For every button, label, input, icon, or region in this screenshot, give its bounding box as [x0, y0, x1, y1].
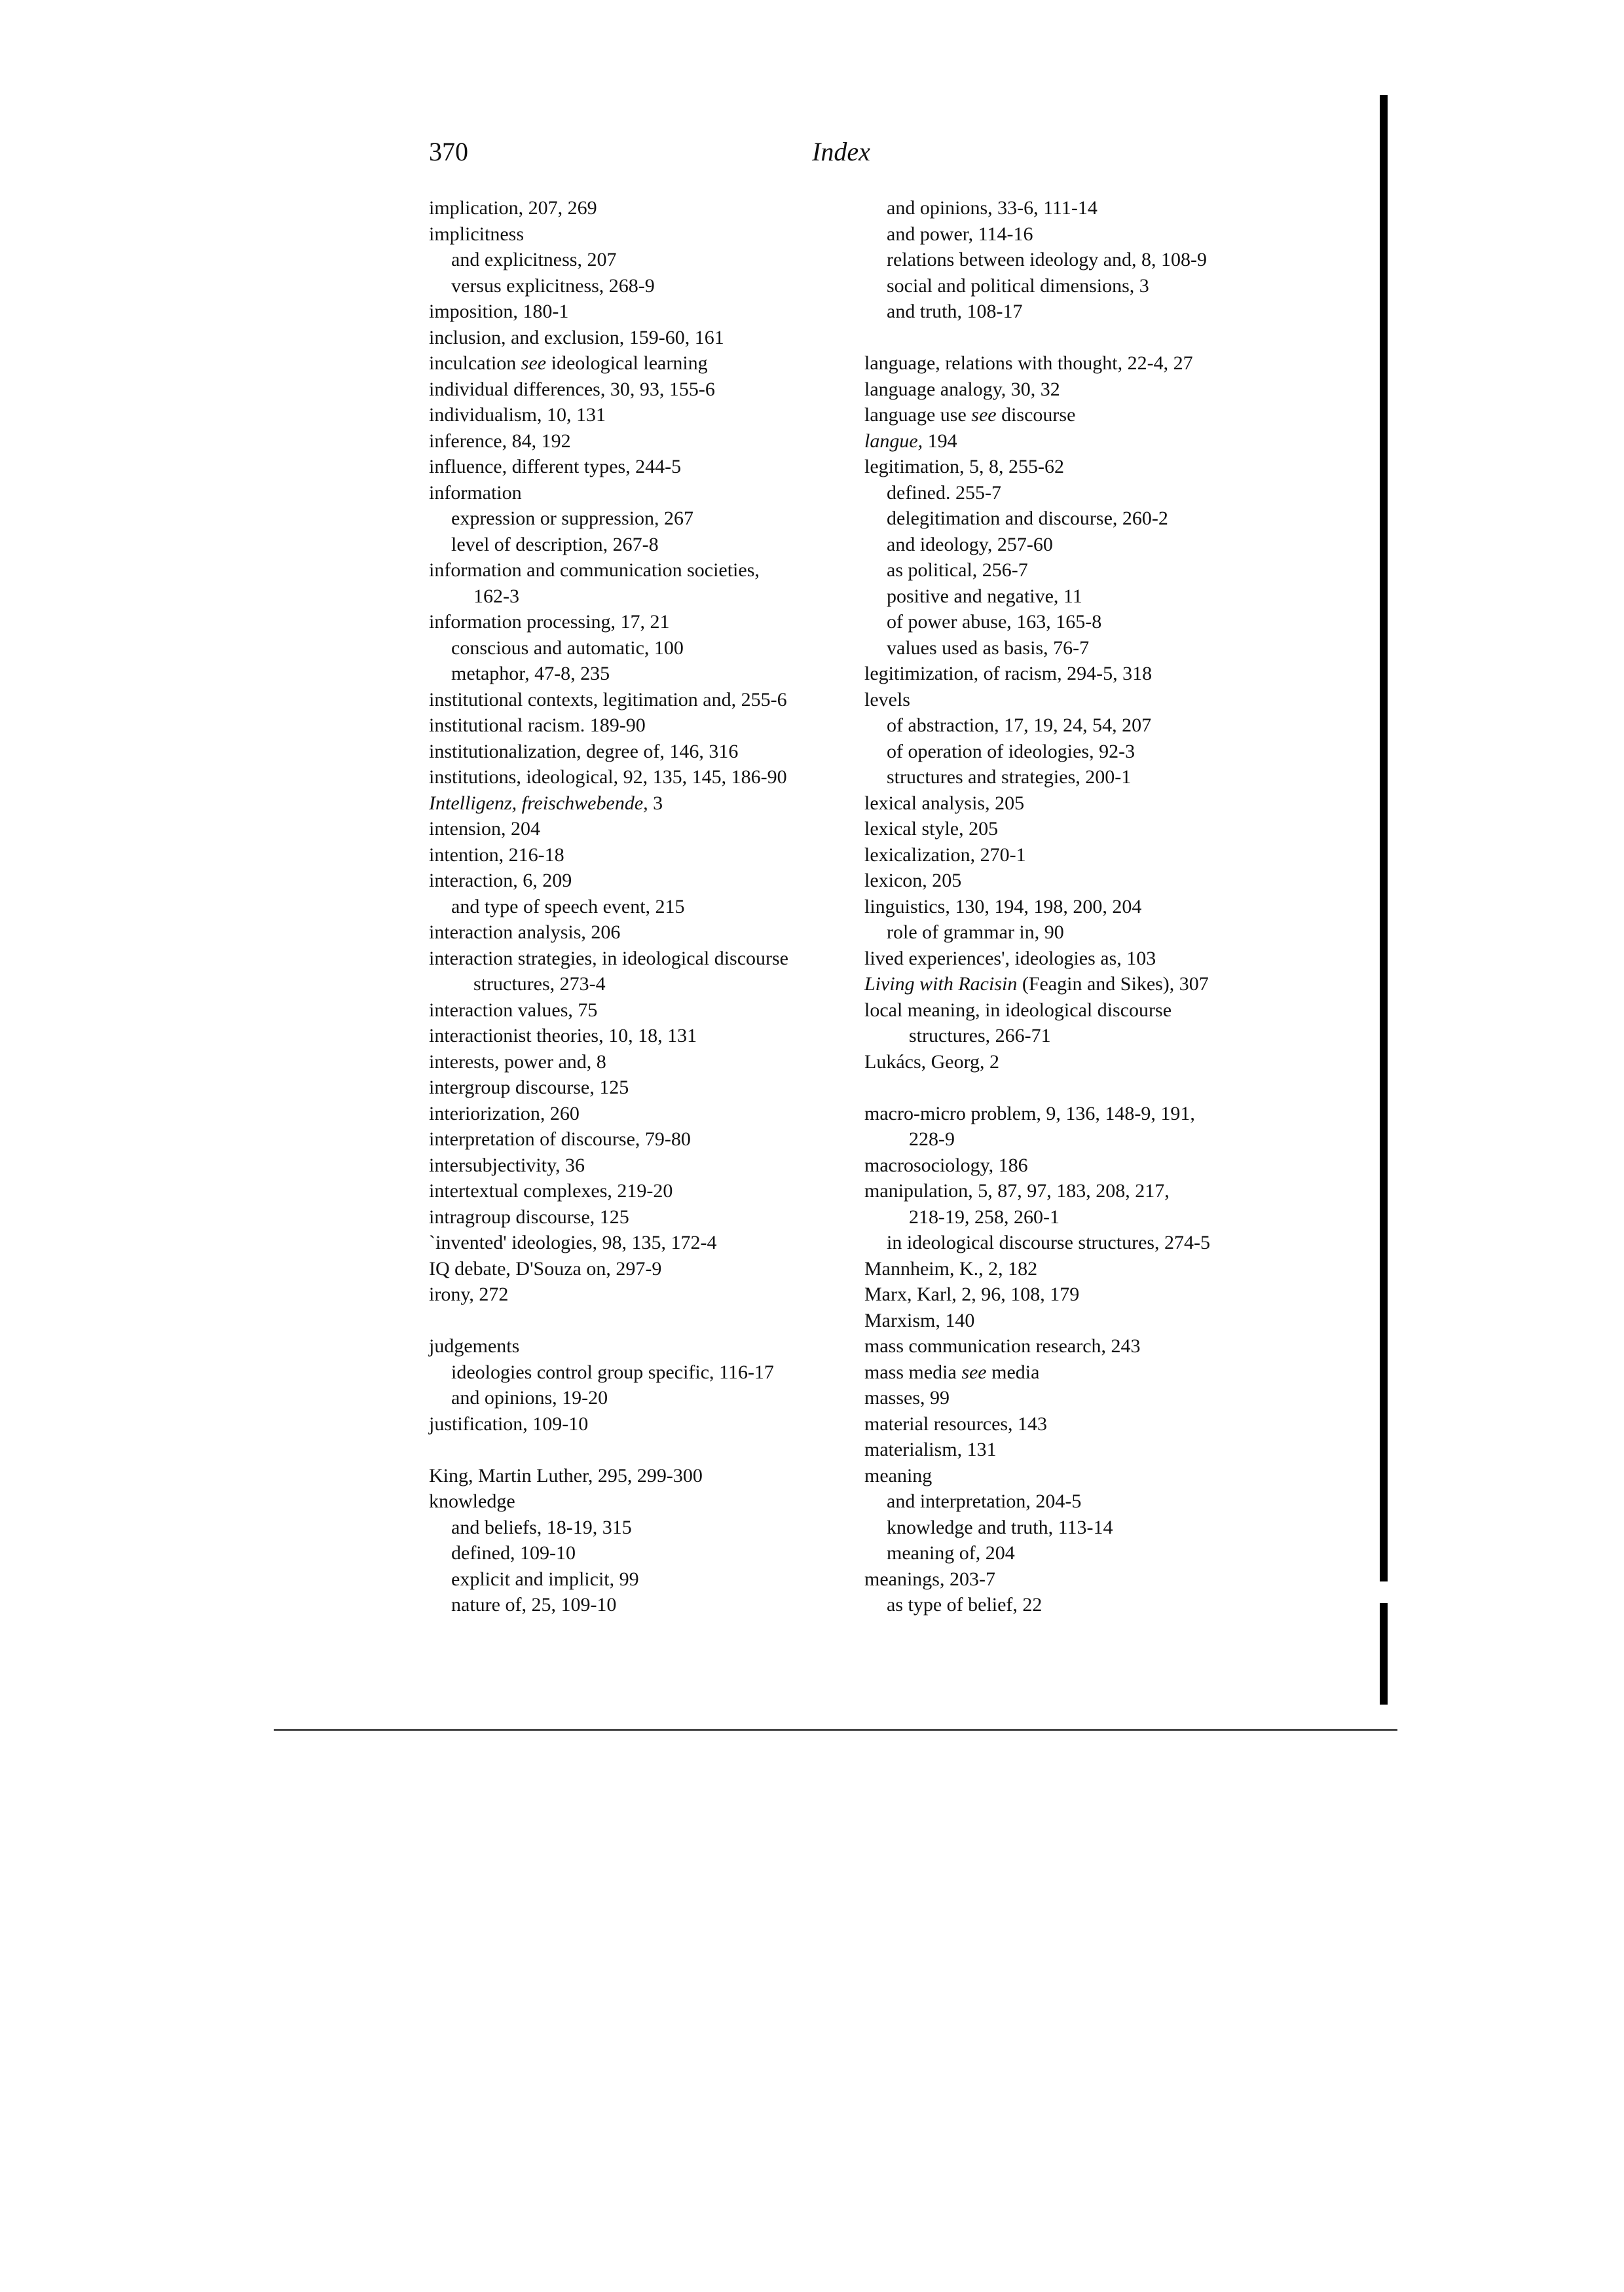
index-entry: intention, 216-18	[429, 843, 564, 866]
index-entry: manipulation, 5, 87, 97, 183, 208, 217,	[864, 1180, 1170, 1202]
index-entry	[429, 790, 874, 817]
index-entry: intergroup discourse, 125	[429, 1077, 629, 1098]
index-entry: institutional racism. 189-90	[429, 714, 646, 736]
running-head: Index	[812, 137, 870, 166]
index-entry: IQ debate, D'Souza on, 297-9	[429, 1257, 662, 1280]
index-entry: inference, 84, 192	[429, 430, 571, 452]
index-entry: language analogy, 30, 32	[864, 378, 1060, 400]
entry-text: 3	[648, 792, 663, 814]
index-entry: intension, 204	[429, 818, 540, 840]
index-entry: judgements	[429, 1335, 520, 1357]
index-entry: implicitness	[429, 223, 524, 245]
index-entry: information	[429, 481, 522, 504]
index-subentry: and opinions, 33-6, 111-14	[887, 197, 1098, 219]
index-subentry: expression or suppression, 267	[451, 508, 693, 529]
index-subentry: positive and negative, 11	[887, 585, 1082, 607]
index-entry: linguistics, 130, 194, 198, 200, 204	[864, 895, 1142, 917]
index-entry: interactionist theories, 10, 18, 131	[429, 1025, 697, 1046]
index-entry: levels	[864, 688, 910, 711]
scan-edge-bar	[1380, 95, 1388, 1581]
index-entry: lexical analysis, 205	[864, 792, 1025, 814]
index-subentry: defined, 109-10	[451, 1542, 576, 1564]
index-entry: `invented' ideologies, 98, 135, 172-4	[429, 1232, 717, 1253]
index-entry: interiorization, 260	[429, 1102, 580, 1124]
index-entry	[864, 428, 1310, 454]
entry-text: inculcation	[429, 352, 521, 374]
index-subentry: relations between ideology and, 8, 108-9	[887, 249, 1208, 270]
index-subentry: metaphor, 47-8, 235	[451, 663, 610, 684]
index-entry-continuation: 218-19, 258, 260-1	[909, 1206, 1060, 1228]
index-entry: information and communication societies,	[429, 559, 760, 581]
index-entry: influence, different types, 244-5	[429, 456, 682, 477]
index-subentry: of operation of ideologies, 92-3	[887, 740, 1135, 762]
index-entry: meanings, 203-7	[864, 1568, 995, 1590]
index-entry: materialism, 131	[864, 1439, 997, 1460]
entry-spacer	[864, 1075, 1310, 1101]
index-subentry: and power, 114-16	[887, 223, 1033, 245]
index-subentry: as political, 256-7	[887, 559, 1028, 581]
entry-text: media	[986, 1361, 1040, 1383]
index-subentry: versus explicitness, 268-9	[451, 274, 655, 297]
entry-italic-text: Living with Racisin	[864, 973, 1018, 995]
index-subentry: nature of, 25, 109-10	[451, 1594, 617, 1616]
index-subentry: role of grammar in, 90	[887, 921, 1064, 943]
index-subentry: level of description, 267-8	[451, 533, 659, 555]
index-subentry: and beliefs, 18-19, 315	[451, 1516, 632, 1538]
index-entry: intertextual complexes, 219-20	[429, 1180, 673, 1202]
index-subentry: and type of speech event, 215	[451, 895, 685, 917]
index-subentry: and ideology, 257-60	[887, 533, 1053, 555]
index-entry: interpretation of discourse, 79-80	[429, 1128, 691, 1150]
index-entry	[429, 350, 874, 377]
index-entry: intragroup discourse, 125	[429, 1206, 629, 1228]
index-entry: institutionalization, degree of, 146, 316	[429, 740, 739, 762]
index-entry-continuation: structures, 273-4	[473, 973, 606, 995]
index-entry: lived experiences', ideologies as, 103	[864, 947, 1156, 969]
index-entry: implication, 207, 269	[429, 197, 597, 219]
index-entry: interaction strategies, in ideological discourse	[429, 947, 788, 969]
index-entry: language, relations with thought, 22-4, 27	[864, 352, 1193, 374]
index-subentry: values used as basis, 76-7	[887, 637, 1090, 659]
index-entry: interaction analysis, 206	[429, 921, 621, 943]
index-entry: individualism, 10, 131	[429, 404, 606, 426]
entry-text: (Feagin and Sikes), 307	[1017, 973, 1209, 995]
index-subentry: and opinions, 19-20	[451, 1387, 608, 1409]
index-column-left	[429, 195, 874, 1618]
entry-italic-text: see	[961, 1361, 987, 1383]
index-entry: Lukács, Georg, 2	[864, 1050, 1000, 1073]
index-subentry: and interpretation, 204-5	[887, 1490, 1082, 1512]
entry-text: ideological learning	[546, 352, 708, 374]
entry-italic-text: see	[971, 404, 997, 426]
page-bottom-rule	[274, 1729, 1397, 1731]
index-entry-continuation: 162-3	[473, 585, 519, 607]
index-subentry: conscious and automatic, 100	[451, 637, 684, 659]
index-subentry: explicit and implicit, 99	[451, 1568, 639, 1590]
index-entry: individual differences, 30, 93, 155-6	[429, 378, 715, 400]
entry-text: language use	[864, 404, 972, 426]
index-subentry: of abstraction, 17, 19, 24, 54, 207	[887, 714, 1152, 736]
index-entry: legitimation, 5, 8, 255-62	[864, 456, 1064, 477]
index-entry: imposition, 180-1	[429, 301, 569, 322]
entry-italic-text: see	[521, 352, 547, 374]
index-column-right	[864, 195, 1310, 1618]
index-entry: intersubjectivity, 36	[429, 1154, 585, 1176]
index-entry: meaning	[864, 1464, 932, 1487]
index-subentry: ideologies control group specific, 116-17	[451, 1361, 774, 1383]
index-entry: knowledge	[429, 1490, 515, 1512]
index-entry: material resources, 143	[864, 1413, 1048, 1435]
index-subentry: social and political dimensions, 3	[887, 274, 1149, 297]
entry-italic-text: langue,	[864, 430, 923, 452]
index-subentry: meaning of, 204	[887, 1542, 1015, 1564]
entry-text: 194	[923, 430, 957, 452]
index-subentry: of power abuse, 163, 165-8	[887, 611, 1102, 633]
index-entry: macro-micro problem, 9, 136, 148-9, 191,	[864, 1102, 1195, 1124]
index-entry: Marxism, 140	[864, 1309, 975, 1331]
entry-spacer	[864, 325, 1310, 351]
index-entry: institutional contexts, legitimation and, 255-6	[429, 688, 787, 711]
index-entry: King, Martin Luther, 295, 299-300	[429, 1464, 703, 1487]
index-entry: macrosociology, 186	[864, 1154, 1028, 1176]
entry-text: discourse	[996, 404, 1076, 426]
index-subentry: as type of belief, 22	[887, 1594, 1043, 1616]
index-entry: lexicalization, 270-1	[864, 843, 1026, 866]
index-subentry: and explicitness, 207	[451, 249, 617, 270]
index-subentry: defined. 255-7	[887, 481, 1001, 504]
index-entry: Marx, Karl, 2, 96, 108, 179	[864, 1284, 1080, 1305]
index-entry: irony, 272	[429, 1284, 509, 1305]
index-entry: mass communication research, 243	[864, 1335, 1141, 1357]
index-entry: Mannheim, K., 2, 182	[864, 1257, 1038, 1280]
index-entry: local meaning, in ideological discourse	[864, 999, 1172, 1021]
index-entry: justification, 109-10	[429, 1413, 589, 1435]
entry-spacer	[429, 1437, 874, 1463]
index-entry: legitimization, of racism, 294-5, 318	[864, 663, 1153, 684]
index-entry: lexical style, 205	[864, 818, 999, 840]
index-subentry: delegitimation and discourse, 260-2	[887, 508, 1168, 529]
index-subentry: knowledge and truth, 113-14	[887, 1516, 1113, 1538]
index-entry	[864, 1359, 1310, 1386]
index-subentry: and truth, 108-17	[887, 301, 1023, 322]
index-entry-continuation: structures, 266-71	[909, 1025, 1051, 1046]
entry-spacer	[429, 1308, 874, 1334]
index-entry-continuation: 228-9	[909, 1128, 955, 1150]
index-entry: lexicon, 205	[864, 870, 962, 891]
index-subentry: in ideological discourse structures, 274-5	[887, 1232, 1211, 1253]
entry-italic-text: Intelligenz, freischwebende,	[429, 792, 648, 814]
index-entry	[864, 971, 1310, 997]
index-subentry: structures and strategies, 200-1	[887, 766, 1132, 788]
index-entry: masses, 99	[864, 1387, 950, 1409]
index-entry: information processing, 17, 21	[429, 611, 670, 633]
page-number: 370	[429, 137, 468, 166]
scan-edge-bar	[1380, 1603, 1388, 1705]
index-entry	[864, 402, 1310, 428]
index-entry: institutions, ideological, 92, 135, 145, 186-90	[429, 766, 787, 788]
entry-text: mass media	[864, 1361, 962, 1383]
index-entry: inclusion, and exclusion, 159-60, 161	[429, 326, 724, 348]
index-entry: interests, power and, 8	[429, 1050, 606, 1073]
index-entry: interaction, 6, 209	[429, 870, 572, 891]
index-entry: interaction values, 75	[429, 999, 598, 1021]
